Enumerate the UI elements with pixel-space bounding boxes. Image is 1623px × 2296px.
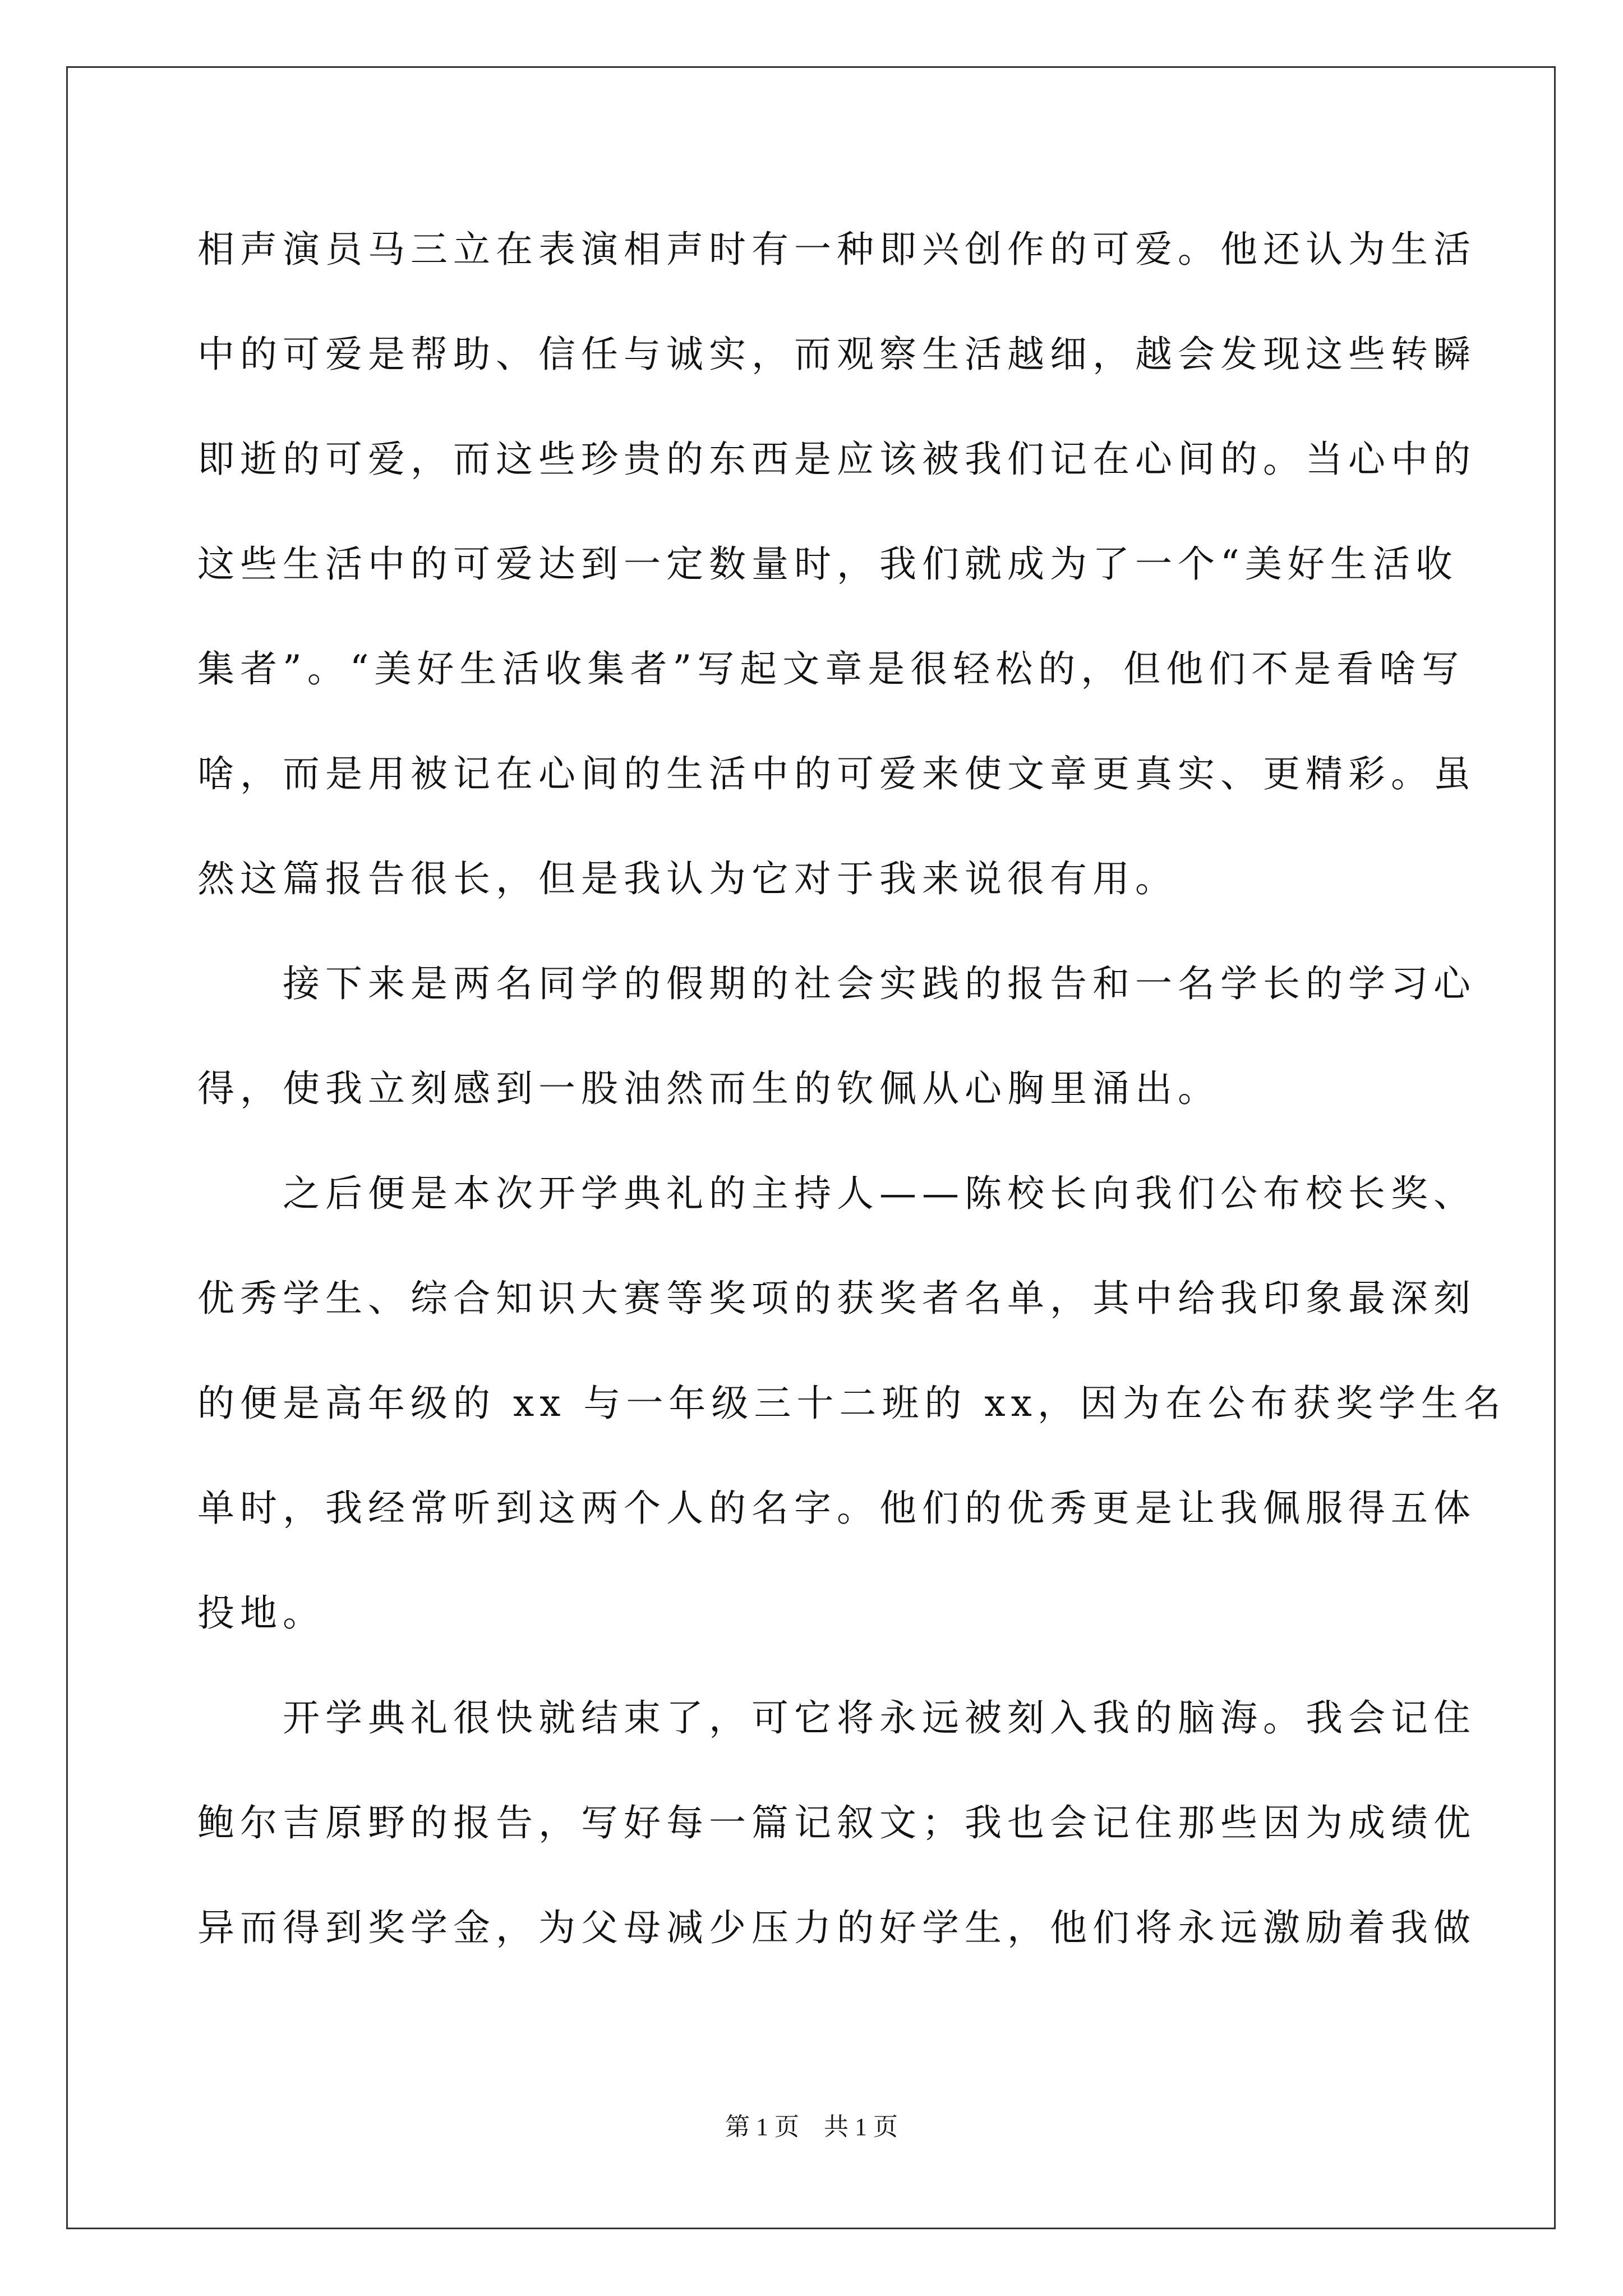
document-body (197, 213, 1506, 1996)
page-footer: 第 1 页 共 1 页 (725, 2113, 898, 2141)
text-line: 鲍尔吉原野的报告，写好每一篇记叙文；我也会记住那些因为成绩优 (197, 1801, 1476, 1844)
text-line: 单时，我经常听到这两个人的名字。他们的优秀更是让我佩服得五体 (197, 1487, 1476, 1530)
paragraph-start-line: 之后便是本次开学典礼的主持人——陈校长向我们公布校长奖、 (283, 1172, 1476, 1215)
paragraph-start-line: 开学典礼很快就结束了，可它将永远被刻入我的脑海。我会记住 (283, 1696, 1476, 1740)
text-line: 相声演员马三立在表演相声时有一种即兴创作的可爱。他还认为生活 (197, 228, 1476, 271)
text-line: 投地。 (197, 1591, 325, 1635)
text-line: 即逝的可爱，而这些珍贵的东西是应该被我们记在心间的。当心中的 (197, 438, 1476, 481)
text-line: 这些生活中的可爱达到一定数量时，我们就成为了一个“美好生活收 (197, 542, 1458, 586)
text-line: 优秀学生、综合知识大赛等奖项的获奖者名单，其中给我印象最深刻 (197, 1277, 1476, 1320)
text-line: 的便是高年级的 xx 与一年级三十二班的 xx，因为在公布获奖学生名 (197, 1382, 1506, 1425)
text-line: 中的可爱是帮助、信任与诚实，而观察生活越细，越会发现这些转瞬 (197, 333, 1476, 376)
text-line: 得，使我立刻感到一股油然而生的钦佩从心胸里涌出。 (197, 1067, 1220, 1110)
paragraph-start-line: 接下来是两名同学的假期的社会实践的报告和一名学长的学习心 (283, 962, 1476, 1005)
text-line: 异而得到奖学金，为父母减少压力的好学生，他们将永远激励着我做 (197, 1906, 1476, 1949)
text-line: 集者”。“美好生活收集者”写起文章是很轻松的，但他们不是看啥写 (197, 647, 1465, 691)
text-line: 啥，而是用被记在心间的生活中的可爱来使文章更真实、更精彩。虽 (197, 752, 1476, 795)
text-line: 然这篇报告很长，但是我认为它对于我来说很有用。 (197, 857, 1178, 900)
